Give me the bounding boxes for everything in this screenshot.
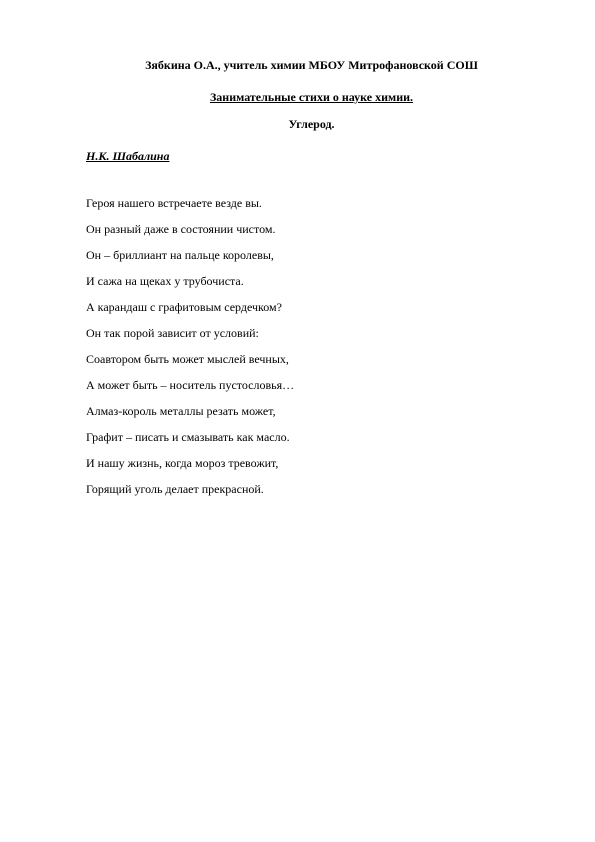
document-header: Зябкина О.А., учитель химии МБОУ Митрофановской СОШ: [145, 58, 478, 72]
poem-line: А может быть – носитель пустословья…: [86, 378, 295, 392]
poem-line: Он – бриллиант на пальце королевы,: [86, 248, 274, 262]
poem-title: Углерод.: [288, 117, 335, 131]
poem-line: Он так порой зависит от условий:: [86, 326, 259, 340]
poem-author: Н.К. Шабалина: [86, 149, 170, 163]
poem-line: И нашу жизнь, когда мороз тревожит,: [86, 456, 279, 470]
poem-line: Соавтором быть может мыслей вечных,: [86, 352, 289, 366]
poem-line: Героя нашего встречаете везде вы.: [86, 196, 262, 210]
poem-line: Горящий уголь делает прекрасной.: [86, 482, 264, 496]
poem-line: Алмаз-король металлы резать может,: [86, 404, 276, 418]
poem-line: Он разный даже в состоянии чистом.: [86, 222, 276, 236]
document-subtitle: Занимательные стихи о науке химии.: [209, 90, 414, 104]
poem-line: Графит – писать и смазывать как масло.: [86, 430, 290, 444]
poem-line: И сажа на щеках у трубочиста.: [86, 274, 244, 288]
poem-body: [86, 196, 294, 508]
poem-line: А карандаш с графитовым сердечком?: [86, 300, 282, 314]
